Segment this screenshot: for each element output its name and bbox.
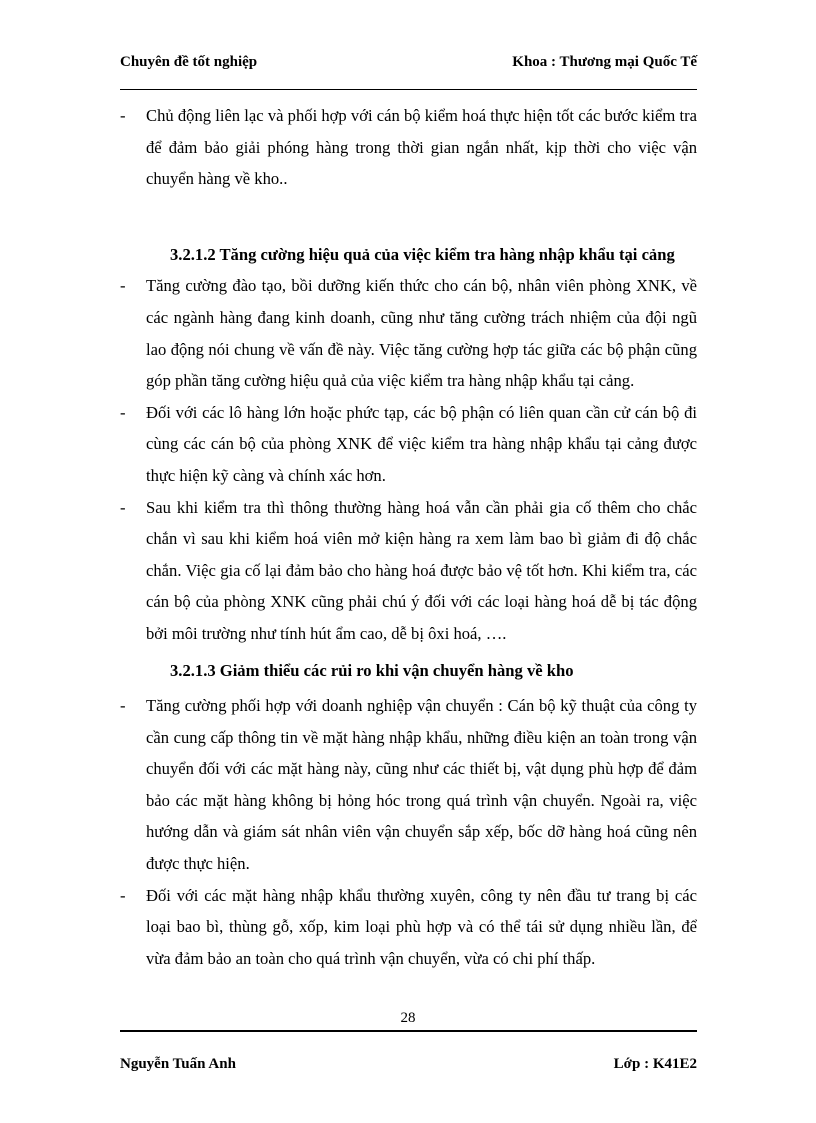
list-item-text: Đối với các mặt hàng nhập khẩu thường xuyên, công ty nên đầu tư trang bị các loại bao bì, thùng gỗ, xốp, kim loại phù hợp và có thể tái sử dụng nhiều lần, để vừa đảm bảo an toàn cho quá trình vận chuyển, vừa có chi phí thấp.	[146, 885, 697, 968]
list-item-text: Sau khi kiểm tra thì thông thường hàng hoá vẫn cần phải gia cố thêm cho chắc chắn vì sau khi kiểm hoá viên mở kiện hàng ra xem làm bao bì giảm đi độ chắc chắn. Việc gia cố lại đảm bảo cho hàng hoá được bảo vệ tốt hơn. Khi kiểm tra, các cán bộ của phòng XNK cũng phải chú ý đối với các loại hàng hoá dễ bị tác động bởi môi trường như tính hút ẩm cao, dễ bị ôxi hoá, ….	[146, 497, 697, 643]
list-item	[120, 690, 697, 880]
list-item	[120, 270, 697, 396]
list-item	[120, 100, 697, 195]
page-number: 28	[400, 1010, 416, 1026]
bullet-dash: -	[120, 885, 126, 905]
document-body	[120, 100, 697, 974]
list-item-text: Chủ động liên lạc và phối hợp với cán bộ kiểm hoá thực hiện tốt các bước kiểm tra để đảm bảo giải phóng hàng trong thời gian ngắn nhất, kịp thời cho việc vận chuyển hàng về kho..	[146, 106, 697, 189]
footer-class: Lớp : K41E2	[613, 1056, 697, 1072]
bullet-dash: -	[120, 696, 126, 716]
footer-rule	[120, 1030, 697, 1032]
page-header	[120, 52, 697, 72]
bullet-dash: -	[120, 106, 126, 125]
list-item-text: Tăng cường phối hợp với doanh nghiệp vận chuyển : Cán bộ kỹ thuật của công ty cần cung cấp thông tin về mặt hàng nhập khẩu, những điều kiện an toàn trong vận chuyển đối với các mặt hàng này, cũng như các thiết bị, vật dụng phù hợp để đảm bảo các mặt hàng không bị hỏng hóc trong quá trình vận chuyển. Ngoài ra, việc hướng dẫn và giám sát nhân viên vận chuyển sắp xếp, bốc dỡ hàng hoá cũng nên được thực hiện.	[146, 696, 697, 874]
list-item	[120, 880, 697, 975]
bullet-dash: -	[120, 497, 126, 517]
page-footer	[120, 1056, 697, 1073]
footer-author: Nguyễn Tuấn Anh	[120, 1056, 236, 1072]
section-heading-3-2-1-3: 3.2.1.3 Giảm thiểu các rủi ro khi vận chuyển hàng về kho	[170, 660, 574, 680]
list-item	[120, 397, 697, 492]
header-right-faculty: Khoa : Thương mại Quốc Tế	[512, 54, 697, 70]
header-left-title: Chuyên đề tốt nghiệp	[120, 54, 258, 70]
list-item-text: Tăng cường đào tạo, bồi dưỡng kiến thức cho cán bộ, nhân viên phòng XNK, về các ngành hàng đang kinh doanh, cũng như tăng cường trách nhiệm của đội ngũ lao động nói chung về vấn đề này. Việc tăng cường hợp tác giữa các bộ phận cũng góp phần tăng cường hiệu quả của việc kiểm tra hàng nhập khẩu tại cảng.	[146, 276, 697, 391]
section-heading-3-2-1-2: 3.2.1.2 Tăng cường hiệu quả của việc kiểm tra hàng nhập khẩu tại cảng	[170, 244, 675, 264]
bullet-dash: -	[120, 402, 126, 422]
list-item-text: Đối với các lô hàng lớn hoặc phức tạp, các bộ phận có liên quan cần cử cán bộ đi cùng các cán bộ của phòng XNK để việc kiểm tra hàng nhập khẩu tại cảng được thực hiện kỹ càng và chính xác hơn.	[146, 402, 697, 485]
list-item	[120, 492, 697, 650]
header-rule	[120, 89, 697, 90]
bullet-dash: -	[120, 276, 126, 296]
